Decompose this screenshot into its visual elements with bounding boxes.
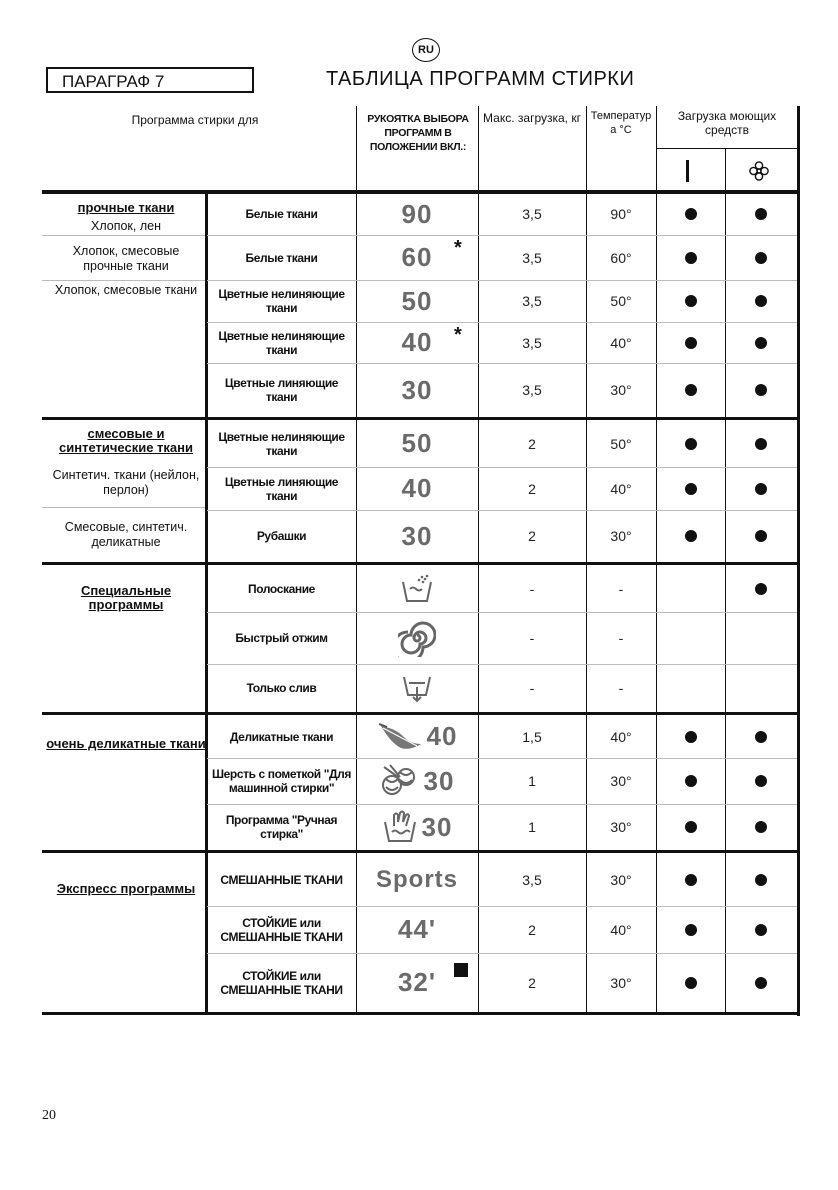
group-special-title: Специальные программы: [80, 583, 172, 612]
softener-dot-cell: [726, 363, 796, 417]
prewash-dot-cell: [657, 193, 724, 235]
selector-cell: [357, 193, 477, 235]
softener-dot: [755, 252, 767, 264]
selector-value: 40: [426, 721, 458, 751]
selector-value: 30: [401, 374, 433, 405]
grid-line: [42, 235, 205, 236]
temperature-value: 30°: [610, 974, 632, 991]
prewash-dot-cell: [657, 420, 724, 467]
fabric-cotton-mixed: Хлопок, смесовые ткани: [54, 283, 198, 297]
softener-dot-cell: [726, 853, 796, 906]
prewash-dot-cell: [657, 664, 724, 712]
selector-cell: [357, 280, 477, 322]
prewash-dot: [685, 530, 697, 542]
grid-line: [356, 106, 357, 194]
selector-cell: [357, 758, 477, 804]
fabric-cotton-mixed-strong: Хлопок, смесовые прочные ткани: [72, 244, 180, 273]
selector-cell: [357, 953, 477, 1012]
selector-cell: [357, 363, 477, 417]
softener-dot: [755, 337, 767, 349]
grid-line: [42, 1012, 800, 1015]
max-load-value: 3,5: [522, 334, 542, 351]
max-load-value: 1,5: [522, 728, 542, 745]
softener-dot-cell: [726, 467, 796, 510]
temperature-value: 40°: [610, 480, 632, 497]
softener-dot: [755, 821, 767, 833]
page-number: 20: [42, 1108, 56, 1123]
selector-cell: [357, 715, 477, 758]
temperature-value: -: [618, 581, 624, 597]
max-load-value: 2: [528, 921, 536, 938]
softener-dot: [755, 295, 767, 307]
selector-cell: [357, 612, 477, 664]
max-load-value: 2: [528, 528, 536, 544]
max-load-value: 3,5: [522, 206, 542, 222]
paragraph-label: ПАРАГРАФ 7: [46, 67, 254, 93]
prewash-dot: [685, 924, 697, 936]
grid-line: [656, 106, 657, 194]
prewash-dot-cell: [657, 758, 724, 804]
grid-line: [656, 148, 797, 149]
softener-dot-cell: [726, 235, 796, 280]
selector-cell: [357, 420, 477, 467]
temperature-value: 30°: [610, 819, 632, 835]
prewash-dot: [685, 438, 697, 450]
softener-dot-cell: [726, 758, 796, 804]
max-load-value: 3,5: [522, 249, 542, 266]
softener-dot-cell: [726, 953, 796, 1012]
page-title: ТАБЛИЦА ПРОГРАММ СТИРКИ: [326, 68, 635, 90]
selector-value: 50: [401, 285, 433, 316]
selector-cell: [357, 467, 477, 510]
group-strong-title: прочные ткани: [77, 200, 175, 215]
softener-dot: [755, 731, 767, 743]
selector-value: 32': [397, 967, 437, 997]
header-temperature: Температура °C: [590, 110, 652, 136]
softener-flower-icon: [748, 160, 770, 182]
prewash-dot-cell: [657, 953, 724, 1012]
softener-dot-cell: [726, 420, 796, 467]
softener-dot: [755, 384, 767, 396]
selector-cell: [357, 853, 477, 906]
max-load-value: 2: [528, 480, 536, 497]
group-synthetic-title: смесовые и синтетические ткани: [59, 426, 193, 455]
max-load-value: 2: [528, 974, 536, 991]
spin-icon: [398, 619, 436, 657]
group-express-title: Экспресс программы: [56, 881, 196, 896]
selector-value: 30: [423, 765, 455, 796]
max-load-value: 3,5: [522, 293, 542, 309]
language-badge: RU: [412, 38, 440, 62]
header-program-for: Программа стирки для: [131, 113, 259, 127]
rinse-icon: [400, 573, 434, 605]
program-name: СТОЙКИЕ или СМЕШАННЫЕ ТКАНИ: [220, 915, 343, 944]
grid-line: [42, 280, 205, 281]
prewash-dot-cell: [657, 363, 724, 417]
asterisk-mark: *: [454, 324, 462, 346]
program-name: СМЕШАННЫЕ ТКАНИ: [220, 872, 343, 887]
temperature-value: 50°: [610, 435, 632, 452]
softener-dot-cell: [726, 566, 796, 612]
selector-cell: [357, 566, 477, 612]
softener-dot-cell: [726, 906, 796, 953]
max-load-value: 3,5: [522, 382, 542, 398]
square-mark: [454, 963, 468, 977]
softener-dot-cell: [726, 280, 796, 322]
temperature-value: 90°: [610, 206, 632, 222]
program-name: Программа "Ручная стирка": [225, 813, 338, 841]
softener-dot: [755, 924, 767, 936]
program-name: Быстрый отжим: [235, 631, 328, 645]
grid-line: [42, 562, 800, 565]
softener-dot-cell: [726, 510, 796, 562]
temperature-value: 30°: [610, 382, 632, 398]
program-name: Деликатные ткани: [229, 729, 334, 744]
grid-line: [42, 507, 205, 508]
max-load-value: 2: [528, 435, 536, 452]
prewash-dot-cell: [657, 715, 724, 758]
softener-dot-cell: [726, 193, 796, 235]
temperature-value: 30°: [610, 528, 632, 544]
max-load-value: 1: [528, 819, 536, 835]
softener-dot: [755, 775, 767, 787]
selector-value: 90: [401, 198, 433, 229]
temperature-value: 60°: [610, 249, 632, 266]
prewash-dot: [685, 731, 697, 743]
program-name: Полоскание: [248, 582, 315, 596]
temperature-value: 30°: [610, 871, 632, 888]
program-name: Цветные нелиняющие ткани: [218, 287, 345, 315]
asterisk-mark: *: [454, 237, 462, 259]
program-name: СТОЙКИЕ или СМЕШАННЫЕ ТКАНИ: [220, 968, 343, 997]
prewash-dot: [685, 874, 697, 886]
selector-value: Sports: [375, 865, 458, 893]
prewash-dot-cell: [657, 906, 724, 953]
prewash-dot-cell: [657, 510, 724, 562]
prewash-dot: [685, 977, 697, 989]
max-load-value: -: [529, 680, 535, 696]
selector-value: 40: [401, 327, 433, 357]
program-name: Цветные нелиняющие ткани: [218, 429, 345, 458]
temperature-value: 40°: [610, 728, 632, 745]
prewash-dot-cell: [657, 280, 724, 322]
grid-line: [797, 106, 800, 1016]
max-load-value: 3,5: [522, 871, 542, 888]
group-delicate-title: очень деликатные ткани: [46, 736, 206, 751]
max-load-value: 1: [528, 773, 536, 789]
selector-value: 30: [401, 520, 433, 551]
handwash-icon: [382, 810, 418, 844]
fabric-synthetic: Синтетич. ткани (нейлон, перлон): [52, 468, 200, 497]
grid-line: [725, 148, 726, 194]
program-name: Цветные линяющие ткани: [224, 376, 339, 404]
temperature-value: 50°: [610, 293, 632, 309]
softener-dot-cell: [726, 804, 796, 850]
prewash-dot: [685, 483, 697, 495]
prewash-dot-cell: [657, 235, 724, 280]
softener-dot: [755, 208, 767, 220]
prewash-dot-cell: [657, 853, 724, 906]
selector-cell: [357, 510, 477, 562]
softener-dot-cell: [726, 664, 796, 712]
program-name: Шерсть с пометкой "Для машинной стирки": [212, 767, 351, 795]
prewash-dot: [685, 821, 697, 833]
program-name: Цветные линяющие ткани: [224, 474, 339, 503]
prewash-compartment-icon: [686, 160, 689, 182]
max-load-value: -: [529, 581, 535, 597]
temperature-value: 40°: [610, 921, 632, 938]
selector-value: 30: [421, 811, 453, 842]
softener-dot-cell: [726, 612, 796, 664]
prewash-dot-cell: [657, 467, 724, 510]
softener-dot: [755, 874, 767, 886]
softener-dot: [755, 583, 767, 595]
wool-icon: [380, 763, 420, 799]
program-name: Только слив: [246, 681, 317, 695]
prewash-dot-cell: [657, 322, 724, 363]
prewash-dot-cell: [657, 566, 724, 612]
prewash-dot: [685, 337, 697, 349]
grid-line: [586, 106, 587, 194]
softener-dot-cell: [726, 715, 796, 758]
feather-icon: [377, 722, 423, 752]
temperature-value: -: [618, 680, 624, 696]
prewash-dot-cell: [657, 612, 724, 664]
max-load-value: -: [529, 630, 535, 646]
selector-value: 44': [397, 914, 437, 944]
header-detergent: Загрузка моющих средств: [677, 109, 777, 137]
selector-value: 50: [401, 428, 433, 458]
softener-dot: [755, 977, 767, 989]
prewash-dot: [685, 775, 697, 787]
prewash-dot: [685, 252, 697, 264]
fabric-mixed-delicate: Смесовые, синтетич. деликатные: [64, 520, 188, 549]
prewash-dot-cell: [657, 804, 724, 850]
program-name: Белые ткани: [245, 207, 318, 221]
softener-dot: [755, 438, 767, 450]
softener-dot-cell: [726, 322, 796, 363]
temperature-value: -: [618, 630, 624, 646]
program-name: Белые ткани: [245, 250, 318, 265]
prewash-dot: [685, 208, 697, 220]
selector-cell: [357, 804, 477, 850]
softener-dot: [755, 530, 767, 542]
grid-line: [478, 106, 479, 194]
selector-value: 60: [401, 242, 433, 272]
selector-value: 40: [401, 473, 433, 503]
program-name: Рубашки: [256, 529, 307, 543]
program-name: Цветные нелиняющие ткани: [218, 328, 345, 357]
temperature-value: 30°: [610, 773, 632, 789]
softener-dot: [755, 483, 767, 495]
header-max-load: Макс. загрузка, кг: [483, 111, 581, 125]
selector-cell: [357, 906, 477, 953]
header-selector: РУКОЯТКА ВЫБОРА ПРОГРАММ В ПОЛОЖЕНИИ ВКЛ.:: [367, 113, 469, 153]
temperature-value: 40°: [610, 334, 632, 351]
prewash-dot: [685, 295, 697, 307]
prewash-dot: [685, 384, 697, 396]
fabric-cotton-linen: Хлопок, лен: [90, 218, 161, 233]
drain-icon: [400, 671, 434, 705]
selector-cell: [357, 664, 477, 712]
